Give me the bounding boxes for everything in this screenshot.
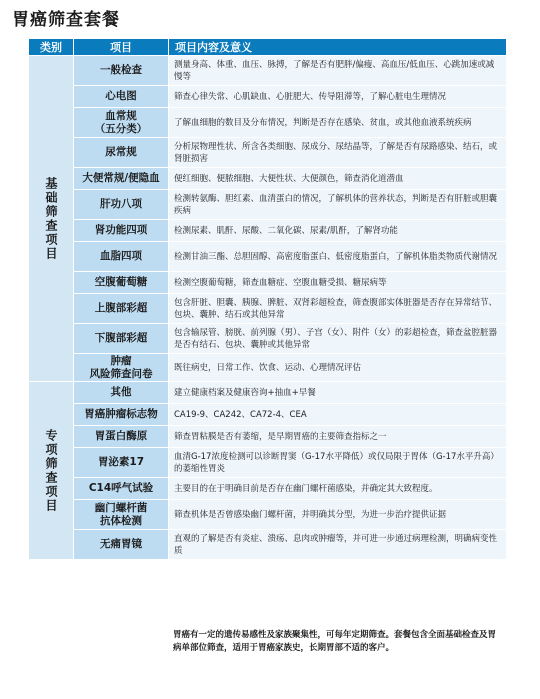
header-category: 类别 — [29, 39, 74, 56]
table-row — [29, 294, 507, 324]
item-description: 直观的了解是否有炎症、溃疡、息肉或肿瘤等，并可进一步通过病理检测，明确病变性质 — [169, 530, 507, 560]
table-row — [29, 324, 507, 354]
item-name: 血常规 （五分类） — [74, 108, 169, 138]
item-name: 肿瘤 风险筛查问卷 — [74, 354, 169, 382]
item-description: CA19-9、CA242、CA72-4、CEA — [169, 404, 507, 426]
category-basic: 基础筛查项目 — [29, 56, 74, 382]
item-description: 分析尿物理性状、所含各类细胞、尿成分、尿结晶等，了解是否有尿路感染、结石，或肾脏损害 — [169, 138, 507, 168]
table-row — [29, 56, 507, 86]
item-description: 检测尿素、肌酐、尿酸、二氧化碳、尿素/肌酐，了解肾功能 — [169, 220, 507, 242]
table-row — [29, 220, 507, 242]
table-header-row — [29, 39, 507, 56]
category-special: 专项筛查项目 — [29, 382, 74, 560]
item-name: C14呼气试验 — [74, 478, 169, 500]
item-name: 大便常规/便隐血 — [74, 168, 169, 190]
item-name: 幽门螺杆菌 抗体检测 — [74, 500, 169, 530]
item-name: 胃蛋白酶原 — [74, 426, 169, 448]
item-name: 一般检查 — [74, 56, 169, 86]
table-row — [29, 190, 507, 220]
item-description: 检测空腹葡萄糖，筛查血糖症、空腹血糖受损、糖尿病等 — [169, 272, 507, 294]
table-row — [29, 354, 507, 382]
item-description: 检测转氨酶、胆红素、血清蛋白的情况，了解机体的营养状态，判断是否有肝脏或胆囊疾病 — [169, 190, 507, 220]
item-name: 肝功八项 — [74, 190, 169, 220]
item-name: 肾功能四项 — [74, 220, 169, 242]
table-row — [29, 500, 507, 530]
item-description: 血清G-17浓度检测可以诊断胃窦（G-17水平降低）或仅局限于胃体（G-17水平升高）的萎缩性胃炎 — [169, 448, 507, 478]
item-description: 主要目的在于明确目前是否存在幽门螺杆菌感染，并确定其大致程度。 — [169, 478, 507, 500]
table-row — [29, 404, 507, 426]
item-name: 尿常规 — [74, 138, 169, 168]
item-description: 便红细胞、便脓细胞、大便性状、大便颜色，筛查消化道潜血 — [169, 168, 507, 190]
item-description: 既往病史，日常工作、饮食、运动、心理情况评估 — [169, 354, 507, 382]
table-row — [29, 168, 507, 190]
item-description: 测量身高、体重、血压、脉搏，了解是否有肥胖/偏瘦、高血压/低血压、心跳加速或减慢等 — [169, 56, 507, 86]
table-row — [29, 242, 507, 272]
item-name: 血脂四项 — [74, 242, 169, 272]
item-description: 包含肝脏、胆囊、胰腺、脾脏、双肾彩超检查，筛查腹部实体脏器是否存在异常结节、包块、囊肿、结石或其他异常 — [169, 294, 507, 324]
package-note: 胃癌有一定的遗传易感性及家族聚集性，可每年定期筛查。套餐包含全面基础检查及胃病单部位筛查，适用于胃癌家族史，长期胃部不适的客户。 — [173, 630, 497, 653]
item-name: 心电图 — [74, 86, 169, 108]
item-name: 空腹葡萄糖 — [74, 272, 169, 294]
table-row — [29, 530, 507, 560]
header-item: 项目 — [74, 39, 169, 56]
package-table — [28, 38, 507, 560]
item-name: 其他 — [74, 382, 169, 404]
item-name: 胃癌肿瘤标志物 — [74, 404, 169, 426]
table-row — [29, 108, 507, 138]
item-description: 筛查机体是否曾感染幽门螺杆菌，并明确其分型，为进一步治疗提供证据 — [169, 500, 507, 530]
item-description: 检测甘油三酯、总胆固醇、高密度脂蛋白、低密度脂蛋白，了解机体脂类物质代谢情况 — [169, 242, 507, 272]
item-name: 无痛胃镜 — [74, 530, 169, 560]
table-row — [29, 138, 507, 168]
item-description: 筛查心律失常、心肌缺血、心脏肥大、传导阻滞等，了解心脏电生理情况 — [169, 86, 507, 108]
table-row — [29, 86, 507, 108]
page-title: 胃癌筛查套餐 — [12, 10, 120, 30]
item-description: 包含输尿管、膀胱、前列腺（男）、子宫（女）、附件（女）的彩超检查，筛查盆腔脏器是否有结石、包块、囊肿或其他异常 — [169, 324, 507, 354]
table-body — [29, 56, 507, 560]
package-table-container — [28, 38, 506, 560]
table-row — [29, 478, 507, 500]
table-row — [29, 426, 507, 448]
item-name: 胃泌素17 — [74, 448, 169, 478]
table-row — [29, 272, 507, 294]
item-name: 下腹部彩超 — [74, 324, 169, 354]
table-row — [29, 448, 507, 478]
header-description: 项目内容及意义 — [169, 39, 507, 56]
item-description: 筛查胃粘膜是否有萎缩，是早期胃癌的主要筛查指标之一 — [169, 426, 507, 448]
item-description: 了解血细胞的数目及分布情况，判断是否存在感染、贫血，或其他血液系统疾病 — [169, 108, 507, 138]
item-name: 上腹部彩超 — [74, 294, 169, 324]
item-description: 建立健康档案及健康咨询+抽血+早餐 — [169, 382, 507, 404]
table-row — [29, 382, 507, 404]
